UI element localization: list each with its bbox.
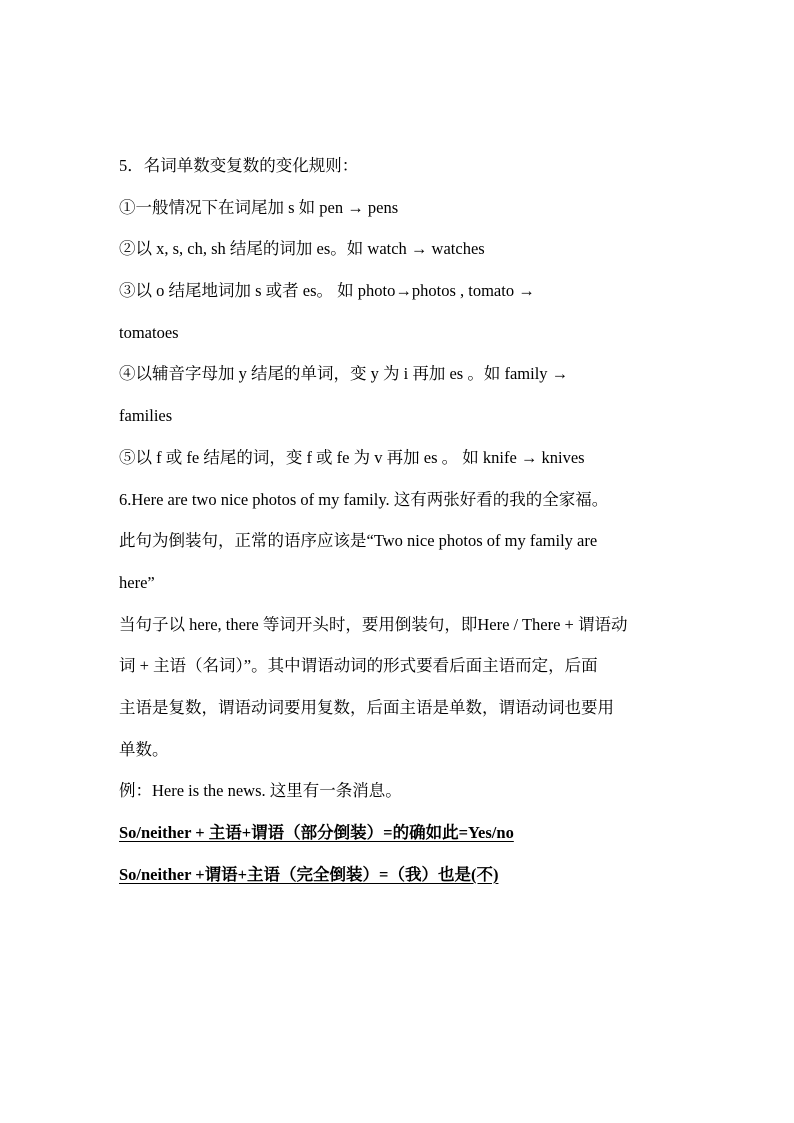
rule-4-continued: families [119, 406, 173, 426]
rule-3-continued: tomatoes [119, 322, 179, 342]
point-6-sentence: 6.Here are two nice photos of my family. 这有两张好看的我的全家福。 [119, 489, 609, 509]
full-inversion-rule: So/neither +谓语+主语（完全倒装）=（我）也是(不) [119, 864, 499, 884]
rule-heading: 5．名词单数变复数的变化规则： [119, 156, 359, 175]
partial-inversion-rule: So/neither + 主语+谓语（部分倒装）=的确如此=Yes/no [119, 823, 514, 842]
rule-3: ③以 o 结尾地词加 s 或者 es。 如 photo→photos , tomato → [119, 281, 535, 301]
point-6-explanation: 此句为倒装句，正常的语序应该是“Two nice photos of my family are [119, 531, 598, 551]
rule-1: ①一般情况下在词尾加 s 如 pen → pens [119, 197, 399, 217]
example-line: 例：Here is the news. 这里有一条消息。 [119, 781, 402, 801]
inversion-rule-line-4: 单数。 [119, 739, 169, 759]
point-6-explanation-continued: here” [119, 572, 155, 592]
rule-4: ④以辅音字母加 y 结尾的单词，变 y 为 i 再加 es 。如 family → [119, 364, 569, 384]
inversion-rule-line-2: 词 + 主语（名词）”。其中谓语动词的形式要看后面主语而定，后面 [119, 656, 598, 676]
rule-5: ⑤以 f 或 fe 结尾的词，变 f 或 fe 为 v 再加 es 。 如 knife → knives [119, 447, 585, 467]
inversion-rule-line-1: 当句子以 here, there 等词开头时，要用倒装句，即Here / There + 谓语动 [119, 614, 628, 634]
rule-2: ②以 x, s, ch, sh 结尾的词加 es。如 watch → watches [119, 239, 485, 259]
inversion-rule-line-3: 主语是复数，谓语动词要用复数，后面主语是单数，谓语动词也要用 [119, 697, 614, 717]
document-body [119, 145, 679, 895]
